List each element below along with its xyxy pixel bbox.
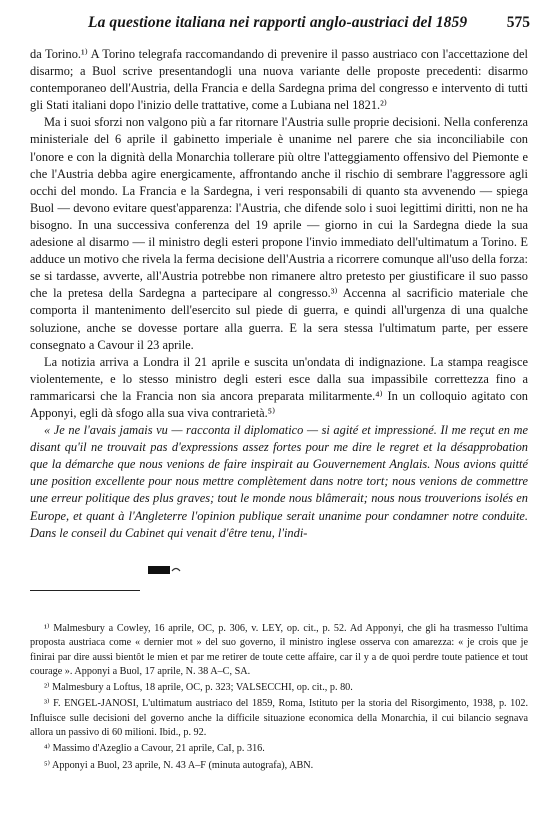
- running-title: La questione italiana nei rapporti anglo-austriaci del 1859: [88, 14, 468, 31]
- main-text: [30, 46, 528, 542]
- footnote-4: ⁴⁾ Massimo d'Azeglio a Cavour, 21 aprile, CaI, p. 316.: [44, 743, 265, 755]
- footnote-separator: [30, 590, 140, 591]
- handwritten-mark-icon: [145, 563, 195, 577]
- paragraph-1: da Torino.¹⁾ A Torino telegrafa raccomandando di prevenire il passo austriaco con l'accettazione del disarmo; a Buol scrive presentandogli una nuova variante delle proposte precedenti: disarmo contemporaneo dell'Austria, della Francia e della Sardegna prima del congresso e intervento di tutti gli Stati italiani dopo l'inizio delle trattative, come a Lubiana nel 1821.²⁾: [30, 47, 528, 113]
- footnote-5: ⁵⁾ Apponyi a Buol, 23 aprile, N. 43 A–F (minuta autografa), ABN.: [44, 759, 314, 771]
- footnote-1: ¹⁾ Malmesbury a Cowley, 16 aprile, OC, p. 306, v. LEY, op. cit., p. 52. Ad Apponyi, che gli ha trasmesso l'ultima proposta austriaca come « dernier mot » del suo governo, il ministro inglese osserva con amarezza: « je crois que je finirai par dire aussi bientôt le mien et par me retirer de toute cette affaire, car il y a de quoi perdre toute patience et tout courage ». Apponyi a Buol, 17 aprile, N. 38 A–C, SA.: [30, 623, 528, 677]
- paragraph-2: Ma i suoi sforzi non valgono più a far ritornare l'Austria sulle proprie decisioni. Nella conferenza ministeriale del 6 aprile il gabinetto imperiale è unanime nel parere che sia inconciliabile con l'onore e con la dignità della Monarchia tollerare più oltre l'atteggiamento offensivo del Piemonte e che l'Austria debba agire energicamente, affrontando anche il rischio di sembrare l'aggressore agli occhi del mondo. La Francia e la Sardegna, i veri responsabili di quanto sta avvenendo — spiega Buol — devono evitare quest'apparenza: l'Austria, che difende solo i suoi legittimi diritti, non ne ha bisogno. In una successiva conferenza del 19 aprile — giorno in cui la Sardegna diede la sua adesione al disarmo — il ministro degli esteri propone l'invio immediato dell'ultimatum a Torino. E adduce un motivo che rivela la ferma decisione dell'Austria a ricorrere comunque all'uso della forza: se si tardasse, avverte, all'Austria potrebbe non rimanere altro pretesto per giustificare il suo passo che la pretesa della Sardegna a partecipare al congresso.³⁾ Accenna al sacrificio materiale che comporta il mantenimento dell'esercito sul piede di guerra, e quindi all'urgenza di una qualche soluzione, anche se dovesse portare alla guerra. E la sera stessa l'ultimatum parte, per essere consegnato a Cavour il 23 aprile.: [30, 115, 528, 352]
- footnote-3: ³⁾ F. ENGEL-JANOSI, L'ultimatum austriaco del 1859, Roma, Istituto per la storia del Risorgimento, 1938, p. 102. Influisce sulle decisioni del governo anche la difficile situazione economica della Monarchia, il cui bilancio segnava allora un passivo di 60 milioni. Ibid., p. 92.: [30, 698, 528, 739]
- page-header: [44, 12, 530, 36]
- footnotes: [30, 622, 528, 775]
- quotation-paragraph: « Je ne l'avais jamais vu — racconta il diplomatico — si agité et impressioné. Il me reçut en me disant qu'il ne trouvait pas d'expressions assez fortes pour me dire le regret et la désapprobation que la démarche que nous venions de faire inspirait au Gouvernement Anglais. Nous avions quitté une position excellente pour nous mettre complètement dans notre tort; nous venions de commettre une erreur politique des plus graves; tout le monde nous blâmerait; nous nous trouverions isolés en Europe, et quant à l'Angleterre l'opinion publique serait unanime pour condamner notre conduite. Dans le conseil du Cabinet qui venait d'être tenu, l'indi-: [30, 423, 528, 540]
- page-number: 575: [506, 14, 530, 31]
- footnote-2: ²⁾ Malmesbury a Loftus, 18 aprile, OC, p. 323; VALSECCHI, op. cit., p. 80.: [44, 682, 353, 694]
- paragraph-3: La notizia arriva a Londra il 21 aprile e suscita un'ondata di indignazione. La stampa reagisce violentemente, e lo stesso ministro degli esteri esce dalla sua impassibile correttezza fino a rammaricarsi che la Francia non sia ancora preparata militarmente.⁴⁾ In un colloquio agitato con Apponyi, egli dà sfogo alla sua viva contrarietà.⁵⁾: [30, 354, 528, 420]
